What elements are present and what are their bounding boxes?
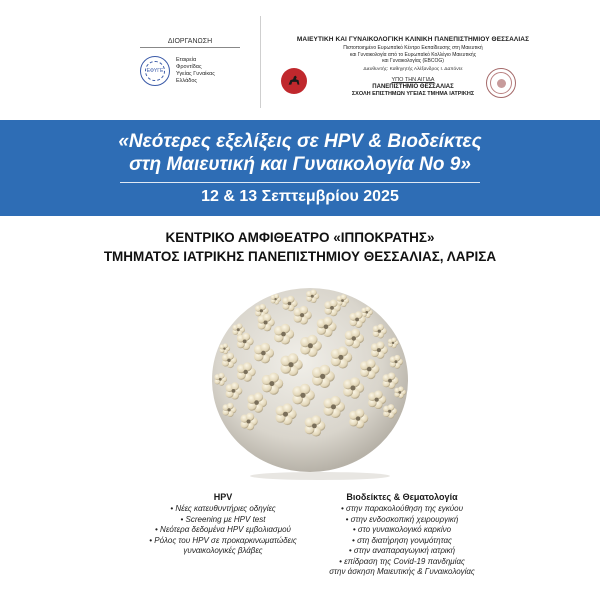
organizer-block — [140, 38, 240, 86]
clinic-title: ΜΑΙΕΥΤΙΚΗ ΚΑΙ ΓΥΝΑΙΚΟΛΟΓΙΚΗ ΚΛΙΝΙΚΗ ΠΑΝΕΠΙΣΤΗΜΙΟΥ ΘΕΣΣΑΛΙΑΣ — [296, 36, 530, 43]
topic-item: • επίδραση της Covid-19 πανδημίας — [339, 556, 465, 566]
organizer-emblem-row — [140, 56, 240, 86]
venue — [0, 228, 600, 266]
university-name: ΠΑΝΕΠΙΣΤΗΜΙΟ ΘΕΣΣΑΛΙΑΣ — [372, 83, 454, 90]
topic-item: • Ρόλος του HPV σε προκαρκινωματώδεις — [149, 535, 297, 545]
organizer-name-line: Ελλάδος — [176, 78, 198, 84]
topic-item: γυναικολογικές βλάβες — [183, 546, 263, 555]
topic-item: • στο γυναικολογικό καρκίνο — [352, 525, 452, 534]
title-line-2: στη Μαιευτική και Γυναικολογία Νο 9» — [129, 154, 471, 175]
biomarkers-topics — [312, 492, 492, 578]
hpv-heading: HPV — [213, 492, 233, 502]
topic-item: • στην παρακολούθηση της εγκύου — [340, 504, 464, 513]
hpv-topics — [128, 492, 318, 557]
organizer-name-line: Υγείας Γυναίκας — [176, 71, 215, 77]
topic-item: • Νεότερα δεδομένα HPV εμβολιασμού — [155, 525, 291, 534]
venue-line-2: ΤΜΗΜΑΤΟΣ ΙΑΤΡΙΚΗΣ ΠΑΝΕΠΙΣΤΗΜΙΟΥ ΘΕΣΣΑΛΙΑΣ, ΛΑΡΙΣΑ — [103, 249, 497, 264]
organizer-emblem-text: ΕΦΥΓΕ — [145, 61, 165, 81]
banner-rule — [120, 182, 480, 183]
cert-line: και Γυναικολογία από το Ευρωπαϊκό Κολλέγιο Μαιευτικής — [349, 51, 477, 58]
certification-text — [268, 45, 558, 65]
organizer-emblem-icon — [140, 56, 170, 86]
conference-dates: 12 & 13 Σεπτεμβρίου 2025 — [201, 188, 399, 205]
organizer-name-line: Φροντίδας — [176, 64, 202, 70]
topic-item: • Screening με HPV test — [180, 514, 266, 524]
cert-line: και Γυναικολογίας (EBCOG) — [382, 58, 444, 64]
topic-item: στην άσκηση Μαιευτικής & Γυναικολογίας — [329, 567, 475, 576]
topic-item: • στη διατήρηση γονιμότητας — [352, 535, 452, 545]
header-divider — [260, 16, 261, 108]
hpv-virus-illustration — [180, 272, 440, 482]
title-line-1: «Νεότερες εξελίξεις σε HPV & Βιοδείκτες — [118, 131, 482, 152]
school-name: ΣΧΟΛΗ ΕΠΙΣΤΗΜΩΝ ΥΓΕΙΑΣ ΤΜΗΜΑ ΙΑΤΡΙΚΗΣ — [351, 90, 475, 97]
topic-item: • στην ενδοσκοπική χειρουργική — [345, 514, 459, 524]
topic-item: • στην αναπαραγωγική ιατρική — [348, 546, 456, 555]
cert-line: Πιστοποιημένο Ευρωπαϊκό Κέντρο Εκπαίδευσης στη Μαιευτική — [343, 45, 483, 51]
auspices-label: ΥΠΟ ΤΗΝ ΑΙΓΙΔΑ — [391, 76, 435, 83]
director-line: Διευθυντής: Καθηγητής Αλέξανδρος Ι. Δαπόντε — [363, 66, 463, 72]
topic-item: • Νέες κατευθυντήριες οδηγίες — [170, 504, 276, 513]
organizer-name — [176, 57, 215, 85]
centaur-logo-icon — [281, 68, 307, 94]
biomarkers-heading: Βιοδείκτες & Θεματολογία — [346, 492, 458, 502]
poster-header — [0, 0, 600, 120]
title-banner — [0, 120, 600, 216]
organizer-label: ΔΙΟΡΓΑΝΩΣΗ — [140, 38, 240, 48]
university-seal-icon — [486, 68, 516, 98]
conference-title — [0, 130, 600, 176]
venue-line-1: ΚΕΝΤΡΙΚΟ ΑΜΦΙΘΕΑΤΡΟ «ΙΠΠΟΚΡΑΤΗΣ» — [165, 230, 435, 245]
organizer-name-line: Εταιρεία — [176, 57, 197, 63]
